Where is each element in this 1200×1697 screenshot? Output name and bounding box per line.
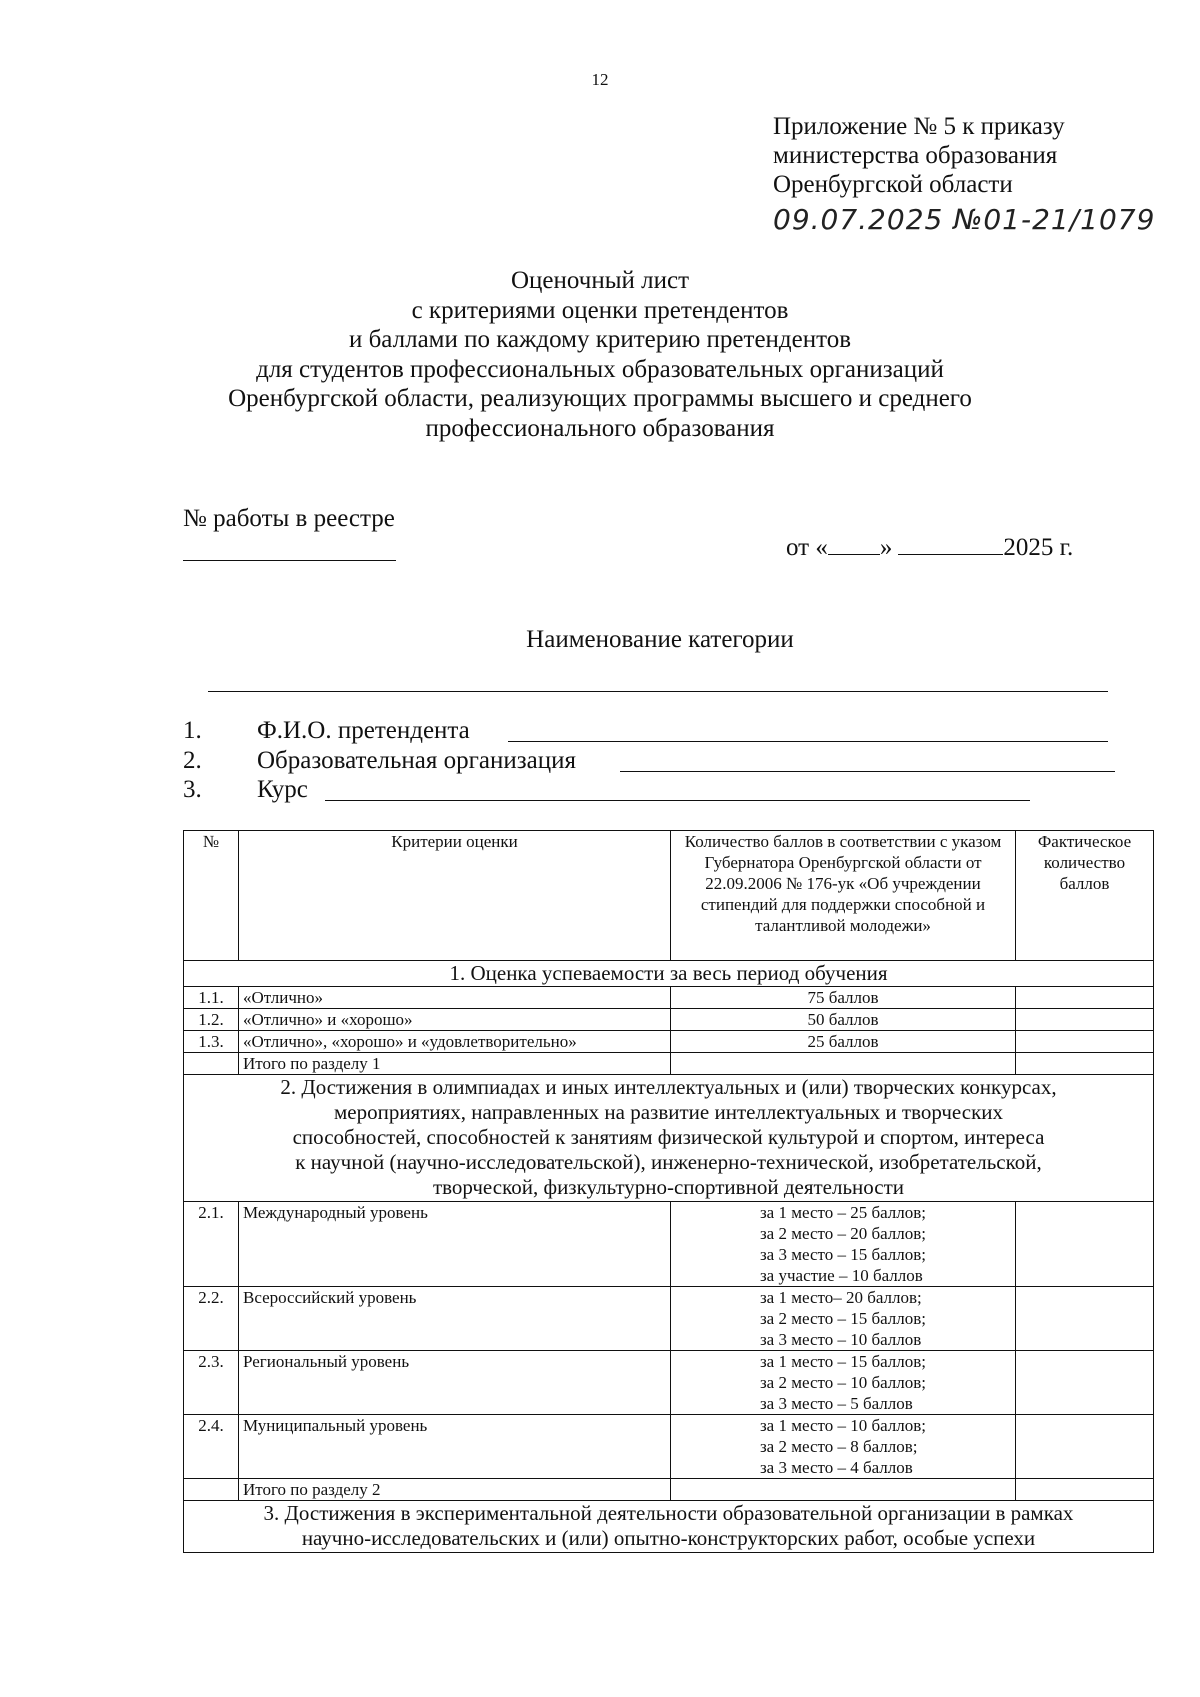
- date-prefix: от «: [786, 534, 828, 561]
- actual-points-cell[interactable]: [1016, 1287, 1154, 1351]
- page-number: 12: [591, 70, 609, 89]
- row-criterion: Муниципальный уровень: [239, 1415, 671, 1479]
- field-label: Курс: [257, 776, 308, 803]
- points-line: за 3 место – 10 баллов: [759, 1330, 922, 1349]
- section-2-title-line: к научной (научно-исследовательской), инженерно-технической, изобретательской,: [295, 1150, 1042, 1174]
- field-number: 1.: [183, 717, 202, 744]
- section-2-title-line: мероприятиях, направленных на развитие интеллектуальных и творческих: [333, 1100, 1004, 1124]
- header-points: Количество баллов в соответствии с указом Губернатора Оренбургской области от 22.09.2006 № 176-ук «Об учреждении стипендий для поддержки способной и талантливой молодежи»: [671, 831, 1016, 961]
- month-blank[interactable]: [898, 534, 1003, 555]
- row-points: 75 баллов: [671, 987, 1016, 1009]
- table-row: [184, 1009, 1154, 1031]
- organization-blank[interactable]: [620, 747, 1115, 772]
- table-header-row: [184, 831, 1154, 961]
- table-row: [184, 1415, 1154, 1479]
- row-number: 2.4.: [184, 1415, 239, 1479]
- course-blank[interactable]: [325, 776, 1030, 801]
- registry-number-blank[interactable]: [183, 560, 396, 561]
- field-number: 2.: [183, 747, 202, 774]
- row-criterion: «Отлично» и «хорошо»: [239, 1009, 671, 1031]
- title-line: для студентов профессиональных образовательных организаций: [256, 355, 944, 383]
- category-label: Наименование категории: [526, 626, 794, 653]
- section-1-title-row: [184, 961, 1154, 987]
- document-title: [0, 266, 1200, 443]
- section-1-total-row: [184, 1053, 1154, 1075]
- section-1-title: 1. Оценка успеваемости за весь период обучения: [184, 961, 1154, 987]
- section-2-title-line: творческой, физкультурно-спортивной деятельности: [432, 1175, 905, 1199]
- section-3-title-line: научно-исследовательских и (или) опытно-конструкторских работ, особые успехи: [301, 1526, 1036, 1550]
- header-number: №: [184, 831, 239, 961]
- appendix-line: Приложение № 5 к приказу: [773, 113, 1065, 140]
- points-line: за 2 место – 20 баллов;: [759, 1224, 927, 1243]
- points-line: за 1 место – 15 баллов;: [759, 1352, 927, 1371]
- section-1-total-label: Итого по разделу 1: [239, 1053, 671, 1075]
- row-points: [671, 1287, 1016, 1351]
- table-row: [184, 1031, 1154, 1053]
- row-criterion: Всероссийский уровень: [239, 1287, 671, 1351]
- date-mid: »: [879, 534, 893, 561]
- section-2-total-label: Итого по разделу 2: [239, 1479, 671, 1501]
- actual-points-cell[interactable]: [1016, 1415, 1154, 1479]
- row-number: 2.3.: [184, 1351, 239, 1415]
- points-line: за 3 место – 4 баллов: [759, 1458, 913, 1477]
- title-line: Оценочный лист: [510, 267, 689, 294]
- appendix-header: [773, 112, 1065, 199]
- row-criterion: «Отлично»: [239, 987, 671, 1009]
- header-criteria: Критерии оценки: [239, 831, 671, 961]
- points-line: за 3 место – 15 баллов;: [759, 1245, 927, 1264]
- section-2-total-cell[interactable]: [1016, 1479, 1154, 1501]
- field-number: 3.: [183, 776, 202, 803]
- actual-points-cell[interactable]: [1016, 1202, 1154, 1287]
- row-criterion: «Отлично», «хорошо» и «удовлетворительно»: [239, 1031, 671, 1053]
- actual-points-cell[interactable]: [1016, 1031, 1154, 1053]
- table-row: [184, 1287, 1154, 1351]
- section-3-title: [184, 1501, 1154, 1553]
- section-2-title-line: 2. Достижения в олимпиадах и иных интеллектуальных и (или) творческих конкурсах,: [280, 1075, 1057, 1099]
- section-2-title-line: способностей, способностей к занятиям физической культурой и спортом, интереса: [292, 1125, 1045, 1149]
- title-line: профессионального образования: [425, 414, 775, 442]
- category-blank[interactable]: [208, 691, 1108, 692]
- row-number: 1.3.: [184, 1031, 239, 1053]
- row-points: 25 баллов: [671, 1031, 1016, 1053]
- points-line: за 3 место – 5 баллов: [759, 1394, 913, 1413]
- row-points: [671, 1415, 1016, 1479]
- points-line: за 1 место– 20 баллов;: [759, 1288, 922, 1307]
- points-line: за участие – 10 баллов: [759, 1266, 923, 1285]
- section-1-total-cell[interactable]: [1016, 1053, 1154, 1075]
- row-number: 2.2.: [184, 1287, 239, 1351]
- row-points: [671, 1351, 1016, 1415]
- field-label: Образовательная организация: [257, 747, 576, 774]
- section-2-title-row: [184, 1075, 1154, 1202]
- points-line: за 2 место – 10 баллов;: [759, 1373, 927, 1392]
- appendix-line: Оренбургской области: [773, 171, 1013, 198]
- section-3-title-line: 3. Достижения в экспериментальной деятельности образовательной организации в рамках: [263, 1501, 1074, 1525]
- section-3-title-row: [184, 1501, 1154, 1553]
- row-number: 1.2.: [184, 1009, 239, 1031]
- row-criterion: Региональный уровень: [239, 1351, 671, 1415]
- criteria-table: [183, 830, 1154, 1553]
- date-field: [786, 534, 1073, 562]
- row-points: [671, 1202, 1016, 1287]
- header-actual-points: Фактическое количество баллов: [1016, 831, 1154, 961]
- actual-points-cell[interactable]: [1016, 987, 1154, 1009]
- row-criterion: Международный уровень: [239, 1202, 671, 1287]
- points-line: за 2 место – 15 баллов;: [759, 1309, 927, 1328]
- handwritten-order-number: 09.07.2025 №01-21/1079: [773, 203, 1156, 236]
- table-row: [184, 987, 1154, 1009]
- row-points: 50 баллов: [671, 1009, 1016, 1031]
- row-number: 2.1.: [184, 1202, 239, 1287]
- actual-points-cell[interactable]: [1016, 1009, 1154, 1031]
- year-label: 2025 г.: [1003, 534, 1074, 561]
- registry-number-label: № работы в реестре: [183, 505, 395, 532]
- points-line: за 2 место – 8 баллов;: [759, 1437, 918, 1456]
- section-2-title: [184, 1075, 1154, 1202]
- table-row: [184, 1351, 1154, 1415]
- applicant-name-blank[interactable]: [508, 717, 1108, 742]
- appendix-line: министерства образования: [773, 142, 1058, 169]
- day-blank[interactable]: [828, 534, 880, 555]
- title-line: Оренбургской области, реализующих программы высшего и среднего: [228, 385, 972, 412]
- title-line: с критериями оценки претендентов: [411, 296, 789, 324]
- section-2-total-row: [184, 1479, 1154, 1501]
- actual-points-cell[interactable]: [1016, 1351, 1154, 1415]
- field-label: Ф.И.О. претендента: [257, 717, 470, 744]
- title-line: и баллами по каждому критерию претендентов: [348, 326, 852, 353]
- points-line: за 1 место – 25 баллов;: [759, 1203, 927, 1222]
- row-number: 1.1.: [184, 987, 239, 1009]
- points-line: за 1 место – 10 баллов;: [759, 1416, 927, 1435]
- table-row: [184, 1202, 1154, 1287]
